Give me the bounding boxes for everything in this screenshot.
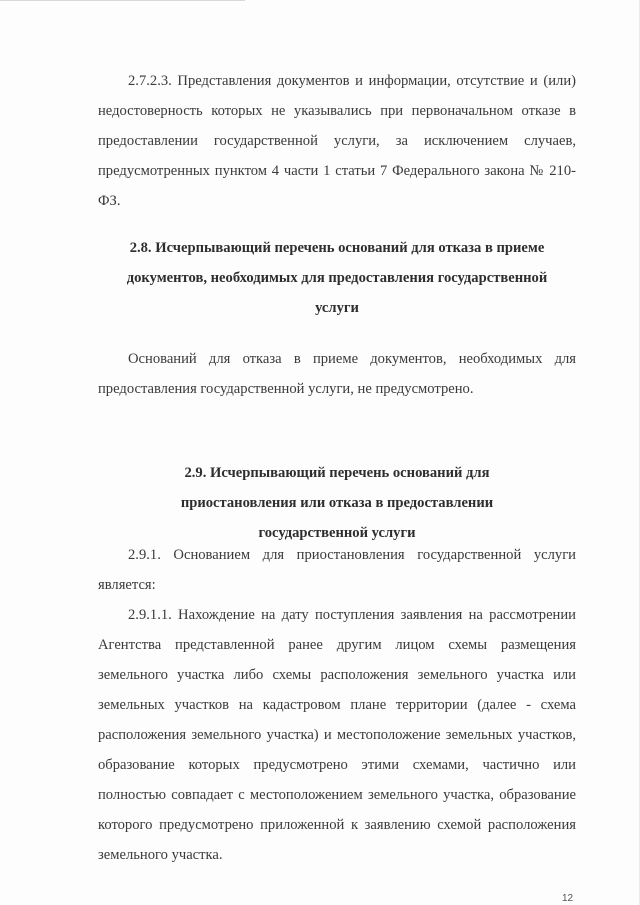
- section-2-8-heading-block: [98, 233, 576, 323]
- section-2-8-text-block: [98, 344, 576, 404]
- scan-top-edge: [0, 0, 245, 1]
- section-2-8-heading: 2.8. Исчерпывающий перечень оснований для отказа в приеме документов, необходимых для предоставления государственной услуги: [126, 240, 548, 316]
- section-2-7-2-3-block: [98, 66, 576, 216]
- section-2-9-1-paragraph: 2.9.1. Основанием для приостановления государственной услуги является:: [98, 547, 576, 593]
- page-number: 12: [562, 893, 574, 904]
- section-2-7-2-3-paragraph: 2.7.2.3. Представления документов и информации, отсутствие и (или) недостоверность которых не указывались при первоначальном отказе в предоставлении государственной услуги, за исключением случаев, предусмотренных пунктом 4 части 1 статьи 7 Федерального закона № 210-ФЗ.: [98, 73, 576, 209]
- section-2-9-1-1-paragraph: 2.9.1.1. Нахождение на дату поступления заявления на рассмотрении Агентства представленной ранее другим лицом схемы размещения земельного участка либо схемы расположения земельного участка или земельных участков на кадастровом плане территории (далее - схема расположения земельного участка) и местоположение земельных участков, образование которых предусмотрено этими схемами, частично или полностью совпадает с местоположением земельного участка, образование которого предусмотрено приложенной к заявлению схемой расположения земельного участка.: [98, 607, 576, 863]
- section-2-9-heading-block: [98, 458, 576, 548]
- section-2-9-heading: 2.9. Исчерпывающий перечень оснований для приостановления или отказа в предоставлении государственной услуги: [180, 465, 494, 541]
- section-2-8-paragraph: Оснований для отказа в приеме документов, необходимых для предоставления государственной услуги, не предусмотрено.: [98, 351, 576, 397]
- section-2-9-text-block: [98, 540, 576, 870]
